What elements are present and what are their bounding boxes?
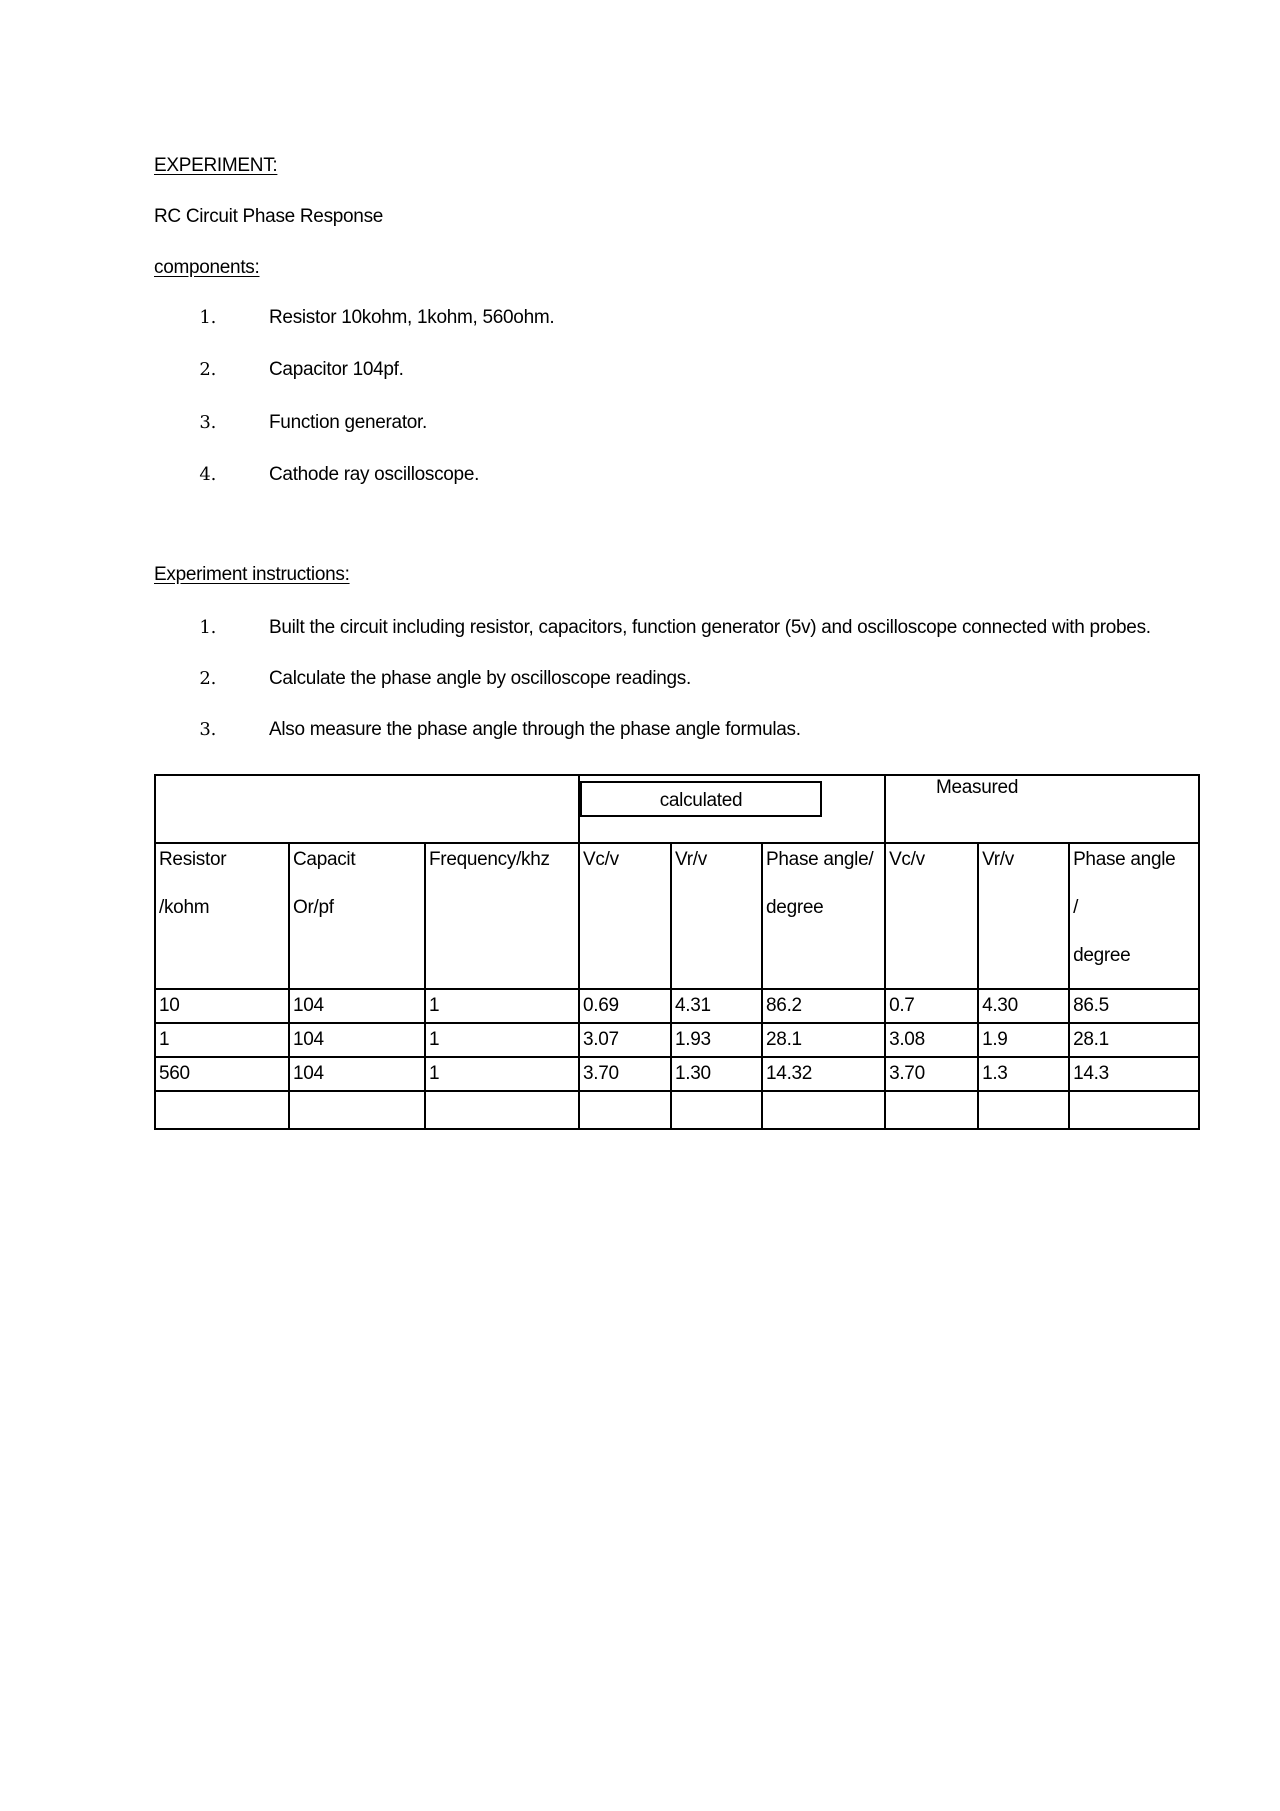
instructions-heading: Experiment instructions:	[154, 564, 350, 585]
cell-capacitor: 104	[289, 989, 425, 1023]
cell-resistor: 1	[155, 1023, 289, 1057]
list-text: Resistor 10kohm, 1kohm, 560ohm.	[269, 307, 555, 328]
header-capacitor: Capacit Or/pf	[289, 843, 425, 989]
list-number: 3.	[199, 412, 216, 433]
experiment-title: RC Circuit Phase Response	[154, 206, 384, 227]
cell-frequency: 1	[425, 989, 579, 1023]
list-number: 1.	[199, 307, 216, 328]
cell-vc-calculated: 3.70	[579, 1057, 671, 1091]
cell-phase-calculated: 86.2	[762, 989, 885, 1023]
cell-vr-calculated: 4.31	[671, 989, 762, 1023]
cell-vc-measured: 3.70	[885, 1057, 978, 1091]
header-vc-calculated: Vc/v	[579, 843, 671, 989]
cell-capacitor: 104	[289, 1057, 425, 1091]
table-row	[155, 989, 1199, 1023]
empty-table-row	[155, 1091, 1199, 1129]
table-row	[155, 1057, 1199, 1091]
cell-frequency: 1	[425, 1023, 579, 1057]
empty-header-cell	[155, 775, 579, 843]
list-text: Built the circuit including resistor, capacitors, function generator (5v) and oscilloscope connected with probes.	[269, 617, 1151, 638]
cell-vc-calculated: 0.69	[579, 989, 671, 1023]
list-number: 4.	[199, 464, 216, 485]
list-number: 2.	[199, 359, 216, 380]
cell-capacitor: 104	[289, 1023, 425, 1057]
cell-phase-measured: 28.1	[1069, 1023, 1199, 1057]
cell-vc-measured: 0.7	[885, 989, 978, 1023]
list-number: 1.	[199, 617, 216, 638]
calculated-label-box: calculated	[580, 781, 822, 817]
header-phase-calculated: Phase angle/ degree	[762, 843, 885, 989]
cell-vr-measured: 1.3	[978, 1057, 1069, 1091]
header-phase-measured: Phase angle / degree	[1069, 843, 1199, 989]
experiment-heading: EXPERIMENT:	[154, 155, 278, 176]
cell-vr-measured: 4.30	[978, 989, 1069, 1023]
cell-phase-measured: 86.5	[1069, 989, 1199, 1023]
list-number: 3.	[199, 719, 216, 740]
list-text: Calculate the phase angle by oscilloscope readings.	[269, 668, 691, 689]
cell-vc-measured: 3.08	[885, 1023, 978, 1057]
table-row	[155, 1023, 1199, 1057]
cell-vr-calculated: 1.30	[671, 1057, 762, 1091]
header-resistor: Resistor /kohm	[155, 843, 289, 989]
list-text: Cathode ray oscilloscope.	[269, 464, 480, 485]
cell-phase-calculated: 14.32	[762, 1057, 885, 1091]
list-text: Capacitor 104pf.	[269, 359, 404, 380]
cell-resistor: 560	[155, 1057, 289, 1091]
list-number: 2.	[199, 668, 216, 689]
cell-vr-measured: 1.9	[978, 1023, 1069, 1057]
results-table	[154, 774, 1200, 1130]
list-text: Function generator.	[269, 412, 428, 433]
cell-vr-calculated: 1.93	[671, 1023, 762, 1057]
measured-label: Measured	[936, 777, 1019, 798]
header-vr-calculated: Vr/v	[671, 843, 762, 989]
column-header-row	[155, 843, 1199, 989]
cell-phase-measured: 14.3	[1069, 1057, 1199, 1091]
cell-resistor: 10	[155, 989, 289, 1023]
components-heading: components:	[154, 257, 260, 278]
cell-phase-calculated: 28.1	[762, 1023, 885, 1057]
list-text: Also measure the phase angle through the phase angle formulas.	[269, 719, 801, 740]
header-vc-measured: Vc/v	[885, 843, 978, 989]
cell-frequency: 1	[425, 1057, 579, 1091]
header-frequency: Frequency/khz	[425, 843, 579, 989]
header-vr-measured: Vr/v	[978, 843, 1069, 989]
cell-vc-calculated: 3.07	[579, 1023, 671, 1057]
measured-group-cell	[885, 775, 1199, 843]
